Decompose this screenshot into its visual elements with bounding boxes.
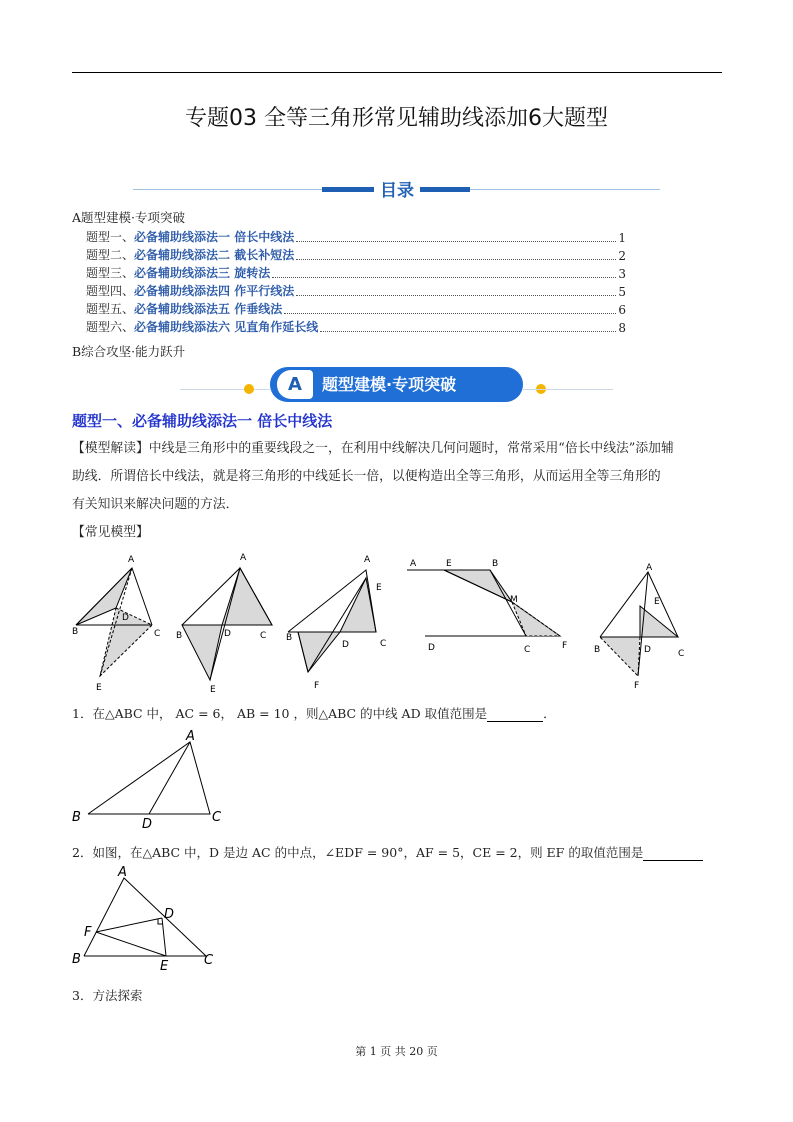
toc-rule-right: [470, 189, 660, 190]
fig4-transversal: [490, 570, 526, 636]
question-3: 3．方法探索: [72, 988, 143, 1003]
fig1-label-a: A: [128, 555, 135, 565]
fig1-label-d: D: [122, 613, 129, 623]
fig2-label-e: E: [210, 685, 216, 695]
q2-label-c: C: [204, 953, 214, 968]
banner-dot-left: [244, 384, 254, 394]
toc-item-page: 5: [618, 285, 626, 299]
fig2-label-b: B: [176, 631, 183, 641]
toc-item-label: 题型二、: [86, 248, 135, 262]
fig3-label-f: F: [314, 681, 320, 691]
toc-item-name: 必备辅助线添法一 倍长中线法: [134, 230, 295, 244]
toc-item-label: 题型一、: [86, 230, 135, 244]
fig1-label-c: C: [154, 629, 161, 639]
fig4-label-m: M: [510, 595, 518, 605]
question-1: [72, 704, 556, 722]
fig3-label-e: E: [376, 583, 382, 593]
toc-item[interactable]: [86, 265, 626, 281]
fig5-shaded-upper: [640, 606, 678, 637]
banner-rule-right: [523, 389, 613, 390]
q1-label-b: B: [72, 810, 81, 825]
toc-item-label: 题型四、: [86, 284, 135, 298]
toc-item-page: 3: [618, 267, 626, 281]
q1-label-c: C: [212, 810, 222, 825]
toc-item[interactable]: [86, 283, 626, 299]
question-1-end: ．: [543, 706, 556, 721]
toc-item-label: 题型三、: [86, 266, 135, 280]
fig5-label-b: B: [594, 645, 601, 655]
common-models-label: 【常见模型】: [72, 525, 149, 540]
q2-label-e: E: [160, 959, 169, 974]
page-footer: 第 1 页 共 20 页: [355, 1045, 438, 1058]
fig4-label-f: F: [562, 641, 568, 651]
q2-figure: [70, 866, 230, 976]
toc-item-page: 1: [618, 231, 626, 245]
fig2-label-a: A: [240, 553, 247, 563]
toc-item-name: 必备辅助线添法四 作平行线法: [134, 284, 295, 298]
toc-item[interactable]: [86, 229, 626, 245]
answer-blank[interactable]: [643, 845, 703, 861]
fig3-label-d: D: [342, 640, 349, 650]
model-figures: [60, 548, 740, 698]
toc-item-page: 2: [618, 249, 626, 263]
toc-leader-dots: [296, 295, 616, 296]
fig3-label-a: A: [364, 555, 371, 565]
toc-leader-dots: [296, 241, 616, 242]
fig4-label-e: E: [446, 559, 452, 569]
banner-text: 题型建模·专项突破: [322, 375, 457, 394]
fig4-label-a: A: [410, 559, 417, 569]
toc-heading: 目录: [380, 181, 414, 201]
fig5-label-a: A: [646, 563, 653, 573]
toc-item-name: 必备辅助线添法二 截长补短法: [134, 248, 295, 262]
question-2: [72, 843, 703, 861]
q2-label-d: D: [164, 907, 175, 922]
toc-bar-left: [322, 187, 374, 192]
fig2-shaded-triangle: [222, 568, 272, 625]
q1-label-a: A: [186, 729, 195, 744]
q1-figure: [70, 728, 230, 834]
toc-rule-left: [133, 189, 323, 190]
fig4-label-d: D: [428, 643, 435, 653]
toc-item-name: 必备辅助线添法五 作垂线法: [134, 302, 283, 316]
fig4-label-c: C: [524, 645, 531, 655]
q1-label-d: D: [142, 817, 153, 832]
fig1-label-b: B: [72, 627, 79, 637]
fig5-shaded-lower: [600, 637, 640, 676]
toc-item-page: 6: [618, 303, 626, 317]
toc-item-label: 题型六、: [86, 320, 135, 334]
fig5-label-f: F: [634, 681, 640, 691]
q2-label-f: F: [84, 925, 92, 940]
toc-section-b[interactable]: B综合攻坚·能力跃升: [72, 344, 186, 359]
toc-item[interactable]: [86, 301, 626, 317]
fig3-label-c: C: [380, 639, 387, 649]
toc-leader-dots: [284, 313, 616, 314]
question-2-text: 2．如图，在△ABC 中，D 是边 AC 的中点，∠EDF = 90°，AF = 5，CE = 2，则 EF 的取值范围是: [72, 845, 644, 860]
toc-bar-right: [420, 187, 470, 192]
page-title: 专题03 全等三角形常见辅助线添加6大题型: [185, 106, 608, 131]
fig4-label-b: B: [492, 559, 499, 569]
model-explain-line: 【模型解读】中线是三角形中的重要线段之一，在利用中线解决几何问题时，常常采用“倍长中线法”添加辅: [72, 441, 674, 456]
toc-item-label: 题型五、: [86, 302, 135, 316]
fig3-label-b: B: [286, 633, 293, 643]
fig5-label-d: D: [644, 645, 651, 655]
banner-letter: A: [277, 370, 313, 399]
model-explain-line: 助线．所谓倍长中线法，就是将三角形的中线延长一倍，以便构造出全等三角形，从而运用全等三角形的: [72, 469, 661, 484]
fig2-label-c: C: [260, 631, 267, 641]
toc-item[interactable]: [86, 247, 626, 263]
toc-item-name: 必备辅助线添法六 见直角作延长线: [134, 320, 319, 334]
fig3-shaded-lower: [298, 632, 340, 672]
answer-blank[interactable]: [487, 706, 543, 722]
q2-label-a: A: [118, 866, 127, 880]
q2-label-b: B: [72, 952, 81, 967]
fig5-label-c: C: [678, 649, 685, 659]
toc-leader-dots: [320, 331, 616, 332]
question-1-text: 1．在△ABC 中， AC = 6， AB = 10 ，则△ABC 的中线 AD 取值范围是: [72, 706, 488, 721]
toc-item-name: 必备辅助线添法三 旋转法: [134, 266, 271, 280]
fig2-shaded-triangle-lower: [182, 625, 222, 680]
fig1-label-e: E: [96, 683, 102, 693]
fig4-shaded-lower: [512, 602, 560, 636]
model-explain-line: 有关知识来解决问题的方法．: [72, 497, 239, 512]
section-heading: 题型一、必备辅助线添法一 倍长中线法: [72, 412, 333, 430]
banner-rule-left: [180, 389, 270, 390]
toc-item-page: 8: [618, 321, 626, 335]
toc-leader-dots: [272, 277, 616, 278]
fig2-label-d: D: [224, 629, 231, 639]
toc-leader-dots: [296, 259, 616, 260]
header-rule: [72, 72, 722, 73]
toc-section-a[interactable]: A题型建模·专项突破: [72, 210, 186, 225]
toc-item[interactable]: [86, 319, 626, 335]
fig5-label-e: E: [654, 597, 660, 607]
